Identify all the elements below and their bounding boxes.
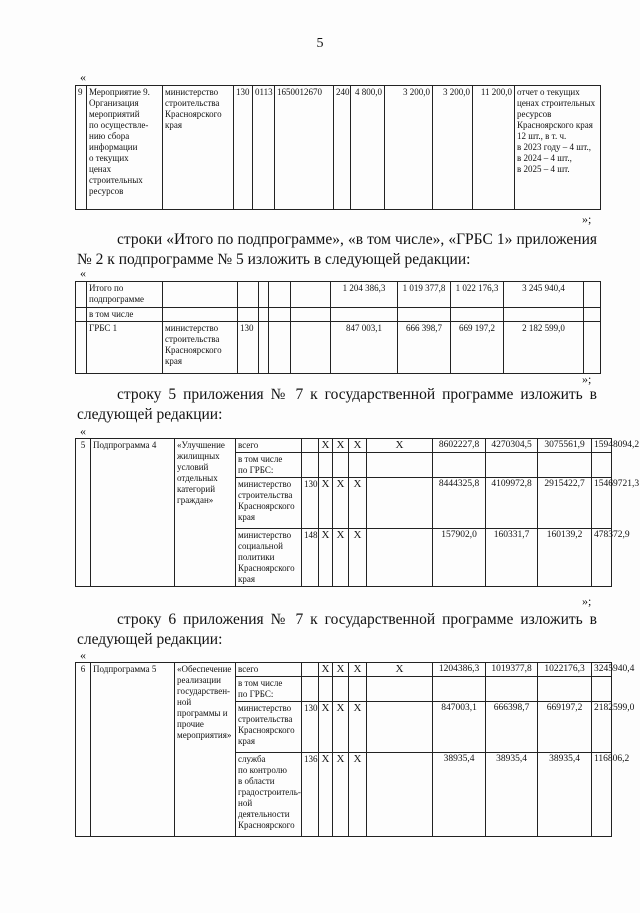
cell-2025: 3 200,0 xyxy=(433,86,473,210)
table-cell xyxy=(584,308,601,322)
table-cell xyxy=(302,677,319,702)
table-subprogram-5 xyxy=(75,662,635,837)
table-cell xyxy=(486,677,538,702)
table-cell: 15469721,3 xyxy=(592,478,612,529)
table-subprogram-4 xyxy=(75,438,640,587)
cell-2023: 4 800,0 xyxy=(351,86,385,210)
table-cell: X xyxy=(333,702,349,753)
table-cell xyxy=(259,282,269,308)
table-cell xyxy=(319,453,333,478)
table-row xyxy=(76,282,601,308)
table-cell: 3245940,4 xyxy=(592,663,612,677)
table-cell: ГРБС 1 xyxy=(87,322,163,374)
open-quote: « xyxy=(80,70,86,84)
table-cell xyxy=(238,308,259,322)
table-cell: 1204386,3 xyxy=(433,663,486,677)
table-cell: 669197,2 xyxy=(538,702,592,753)
table-cell xyxy=(433,677,486,702)
table-cell: 148 xyxy=(302,529,319,587)
table-cell: X xyxy=(333,529,349,587)
table-cell xyxy=(76,282,87,308)
subprogram-title: «Обеспечение реализации государствен- ной программы и прочие мероприятия» xyxy=(175,663,236,837)
table-cell: 478372,9 xyxy=(592,529,612,587)
table-cell xyxy=(333,453,349,478)
table-cell: 1 019 377,8 xyxy=(398,282,451,308)
cell-org: министерство строительства Красноярского края xyxy=(163,86,234,210)
table-cell: X xyxy=(319,439,333,453)
table-cell: 157902,0 xyxy=(433,529,486,587)
table-cell xyxy=(269,308,291,322)
close-quote: »; xyxy=(582,594,592,608)
table-cell xyxy=(367,478,433,529)
table-cell xyxy=(349,453,367,478)
table-subprogram-total xyxy=(75,281,601,374)
close-quote: »; xyxy=(582,372,592,386)
table-cell: 160331,7 xyxy=(486,529,538,587)
table-cell xyxy=(291,322,331,374)
table-cell: 1 022 176,3 xyxy=(451,282,504,308)
table-cell: всего xyxy=(236,439,302,453)
cell-event: Мероприятие 9. Организация мероприятий по осуществле- нию сбора информации о текущих ценах строительных ресурсов xyxy=(87,86,163,210)
open-quote: « xyxy=(80,424,86,438)
paragraph: строки «Итого по подпрограмме», «в том числе», «ГРБС 1» приложения № 2 к подпрограмме № 5 изложить в следующей редакции: xyxy=(77,231,597,268)
table-cell xyxy=(504,308,584,322)
table-row xyxy=(76,663,612,677)
table-cell xyxy=(367,453,433,478)
table-cell: X xyxy=(333,753,349,837)
table-cell: X xyxy=(319,753,333,837)
table-cell: X xyxy=(333,478,349,529)
open-quote: « xyxy=(80,266,86,280)
cell-grbs: 130 xyxy=(234,86,253,210)
table-cell xyxy=(433,453,486,478)
table-cell: 38935,4 xyxy=(486,753,538,837)
table-event-9 xyxy=(75,85,601,210)
close-quote: »; xyxy=(582,212,592,226)
paragraph: строку 5 приложения № 7 к государственной программе изложить в следующей редакции: xyxy=(77,386,597,423)
table-cell xyxy=(538,677,592,702)
table-cell xyxy=(592,677,612,702)
table-cell xyxy=(163,282,238,308)
row-number: 6 xyxy=(76,663,91,837)
table-cell xyxy=(584,322,601,374)
table-cell: X xyxy=(319,478,333,529)
subprogram-name: Подпрограмма 5 xyxy=(91,663,175,837)
table-cell: в том числе по ГРБС: xyxy=(236,453,302,478)
table-cell: 1022176,3 xyxy=(538,663,592,677)
table-cell xyxy=(367,753,433,837)
table-cell xyxy=(269,282,291,308)
table-cell xyxy=(269,322,291,374)
table-cell xyxy=(367,529,433,587)
table-cell: 847003,1 xyxy=(433,702,486,753)
table-cell: 160139,2 xyxy=(538,529,592,587)
table-cell: X xyxy=(349,478,367,529)
page-number: 5 xyxy=(316,36,324,51)
cell-vr: 240 xyxy=(334,86,351,210)
table-cell xyxy=(76,308,87,322)
table-cell: X xyxy=(349,663,367,677)
table-cell xyxy=(333,677,349,702)
table-cell: X xyxy=(319,663,333,677)
table-cell: 130 xyxy=(302,702,319,753)
table-cell xyxy=(238,282,259,308)
table-cell: 38935,4 xyxy=(433,753,486,837)
open-quote: « xyxy=(80,648,86,662)
cell-result: отчет о текущих ценах строительных ресурсов Красноярского края 12 шт., в т. ч. в 2023 году – 4 шт., в 2024 – 4 шт., в 2025 – 4 шт. xyxy=(515,86,601,210)
table-cell xyxy=(291,282,331,308)
table-cell: X xyxy=(349,702,367,753)
table-row xyxy=(76,322,601,374)
cell-rzpr: 0113 xyxy=(253,86,275,210)
table-cell: 15948094,2 xyxy=(592,439,612,453)
table-row xyxy=(76,86,601,210)
table-cell xyxy=(302,439,319,453)
table-cell: всего xyxy=(236,663,302,677)
table-cell: 2915422,7 xyxy=(538,478,592,529)
table-cell: министерство строительства Красноярского края xyxy=(236,702,302,753)
table-cell xyxy=(451,308,504,322)
table-cell: 3075561,9 xyxy=(538,439,592,453)
table-cell: в том числе xyxy=(87,308,163,322)
table-cell: X xyxy=(367,663,433,677)
table-cell xyxy=(302,453,319,478)
table-cell: X xyxy=(333,663,349,677)
table-cell: 669 197,2 xyxy=(451,322,504,374)
table-cell xyxy=(331,308,398,322)
cell-num: 9 xyxy=(76,86,87,210)
table-cell xyxy=(398,308,451,322)
table-cell: 2182599,0 xyxy=(592,702,612,753)
table-cell: 130 xyxy=(238,322,259,374)
table-cell: 1019377,8 xyxy=(486,663,538,677)
table-cell: X xyxy=(349,529,367,587)
table-cell: 666 398,7 xyxy=(398,322,451,374)
table-cell: 116806,2 xyxy=(592,753,612,837)
table-cell xyxy=(302,663,319,677)
table-cell: X xyxy=(349,439,367,453)
table-cell: X xyxy=(319,702,333,753)
table-cell xyxy=(291,308,331,322)
table-cell: 8444325,8 xyxy=(433,478,486,529)
table-cell xyxy=(319,677,333,702)
table-cell: 8602227,8 xyxy=(433,439,486,453)
subprogram-name: Подпрограмма 4 xyxy=(91,439,175,587)
table-cell xyxy=(584,282,601,308)
table-cell xyxy=(367,702,433,753)
table-cell: X xyxy=(349,753,367,837)
table-cell: X xyxy=(333,439,349,453)
table-cell xyxy=(538,453,592,478)
cell-csr: 1650012670 xyxy=(275,86,334,210)
table-cell xyxy=(486,453,538,478)
row-number: 5 xyxy=(76,439,91,587)
table-cell: 136 xyxy=(302,753,319,837)
table-cell xyxy=(259,308,269,322)
table-row xyxy=(76,308,601,322)
table-cell: 2 182 599,0 xyxy=(504,322,584,374)
cell-total: 11 200,0 xyxy=(473,86,515,210)
table-row xyxy=(76,439,612,453)
table-cell: 4109972,8 xyxy=(486,478,538,529)
table-cell: 1 204 386,3 xyxy=(331,282,398,308)
table-cell: 847 003,1 xyxy=(331,322,398,374)
cell-2024: 3 200,0 xyxy=(385,86,433,210)
table-cell: 3 245 940,4 xyxy=(504,282,584,308)
table-cell xyxy=(367,677,433,702)
table-cell xyxy=(592,453,612,478)
table-cell: в том числе по ГРБС: xyxy=(236,677,302,702)
table-cell: министерство социальной политики Красноярского края xyxy=(236,529,302,587)
paragraph: строку 6 приложения № 7 к государственной программе изложить в следующей редакции: xyxy=(77,611,597,648)
table-cell xyxy=(259,322,269,374)
table-cell: 130 xyxy=(302,478,319,529)
subprogram-title: «Улучшение жилищных условий отдельных категорий граждан» xyxy=(175,439,236,587)
table-cell: 4270304,5 xyxy=(486,439,538,453)
table-cell: Итого по подпрограмме xyxy=(87,282,163,308)
table-cell xyxy=(163,308,238,322)
table-cell: министерство строительства Красноярского края xyxy=(236,478,302,529)
table-cell: X xyxy=(367,439,433,453)
table-cell: X xyxy=(319,529,333,587)
table-cell xyxy=(349,677,367,702)
table-cell: служба по контролю в области градостроитель- ной деятельности Красноярского xyxy=(236,753,302,837)
table-cell: 38935,4 xyxy=(538,753,592,837)
table-cell: министерство строительства Красноярского края xyxy=(163,322,238,374)
table-cell xyxy=(76,322,87,374)
table-cell: 666398,7 xyxy=(486,702,538,753)
